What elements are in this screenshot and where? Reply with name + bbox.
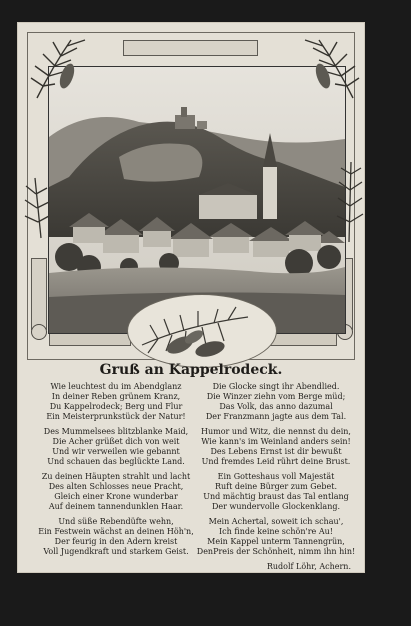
fir-branch-icon <box>335 156 365 246</box>
poem-stanza <box>31 517 201 557</box>
poem-right-column <box>195 382 357 572</box>
pine-branch-medallion <box>127 294 277 368</box>
fir-branch-icon <box>289 26 363 106</box>
poem-line: Und schauen das beglückte Land. <box>47 457 185 466</box>
poem-stanza <box>195 382 357 422</box>
poem-line: Gleich einer Krone wunderbar <box>54 492 178 501</box>
poem-line: In deiner Reben grünem Kranz, <box>51 392 181 401</box>
poem-line: Auf deinem tannendunklen Haar. <box>48 502 184 511</box>
poem-line: Und süße Rebendüfte wehn, <box>58 517 174 526</box>
poem-line: Du Kappelrodeck; Berg und Flur <box>49 402 183 411</box>
poem-line: Ein Meisterprunkstück der Natur! <box>46 412 186 421</box>
postcard-title: Gruß an Kappelrodeck. <box>99 362 283 378</box>
poem-line: Ein Gotteshaus voll Majestät <box>217 472 335 481</box>
poem-line: Des Mummelsees blitzblanke Maid, <box>43 427 189 436</box>
poem-line: Die Glocke singt ihr Abendlied. <box>212 382 340 391</box>
frame-left-pillar <box>31 258 47 330</box>
poem-left-column <box>31 382 201 562</box>
poem-stanza <box>31 427 201 467</box>
poem-stanza <box>195 517 357 557</box>
poem-line: Des Lebens Ernst ist dir bewußt <box>210 447 342 456</box>
poem-line: Und wir verweilen wie gebannt <box>52 447 180 456</box>
poem-line: Humor und Witz, die nennst du dein, <box>201 427 351 436</box>
poem-line: Und fremdes Leid rührt deine Brust. <box>201 457 351 466</box>
poem-line: Ruft deine Bürger zum Gebet. <box>214 482 338 491</box>
poem-line: Der feurig in den Adern kreist <box>54 537 178 546</box>
poem-line: Die Acher grüßet dich von weit <box>52 437 180 446</box>
postcard <box>17 22 365 573</box>
poem-line: Zu deinen Häupten strahlt und lacht <box>41 472 191 481</box>
poem-line: Wie leuchtest du im Abendglanz <box>50 382 182 391</box>
poem-line: DenPreis der Schönheit, nimm ihn hin! <box>196 547 356 556</box>
poem-line: Des alten Schlosses neue Pracht, <box>48 482 184 491</box>
poem-line: Der wundervolle Glockenklang. <box>211 502 341 511</box>
frame-left-roundel <box>31 324 47 340</box>
poem-stanza <box>195 427 357 467</box>
poem-line: Die Winzer ziehn vom Berge müd; <box>206 392 346 401</box>
poem-stanza <box>195 472 357 512</box>
author-signature: Rudolf Löhr, Achern. <box>266 562 351 571</box>
poem-stanza <box>31 382 201 422</box>
poem-line: Ein Festwein wächst an deinen Höh'n, <box>38 527 194 536</box>
poem-line: Mein Kappel unterm Tannengrün, <box>207 537 345 546</box>
pine-branch-icon <box>128 295 276 367</box>
poem-line: Das Volk, das anno dazumal <box>219 402 333 411</box>
poem-line: Ich finde keine schön're Au! <box>219 527 333 536</box>
poem-stanza <box>31 472 201 512</box>
fir-branch-icon <box>21 172 51 242</box>
frame-top-band <box>123 40 258 56</box>
poem-line: Mein Achertal, soweit ich schau', <box>208 517 344 526</box>
poem-line: Voll Jugendkraft und starkem Geist. <box>43 547 189 556</box>
poem-line: Wie kann's im Weinland anders sein! <box>201 437 351 446</box>
fir-branch-icon <box>27 26 101 106</box>
poem-line: Und mächtig braust das Tal entlang <box>203 492 349 501</box>
poem-line: Der Franzmann jagte aus dem Tal. <box>205 412 347 421</box>
